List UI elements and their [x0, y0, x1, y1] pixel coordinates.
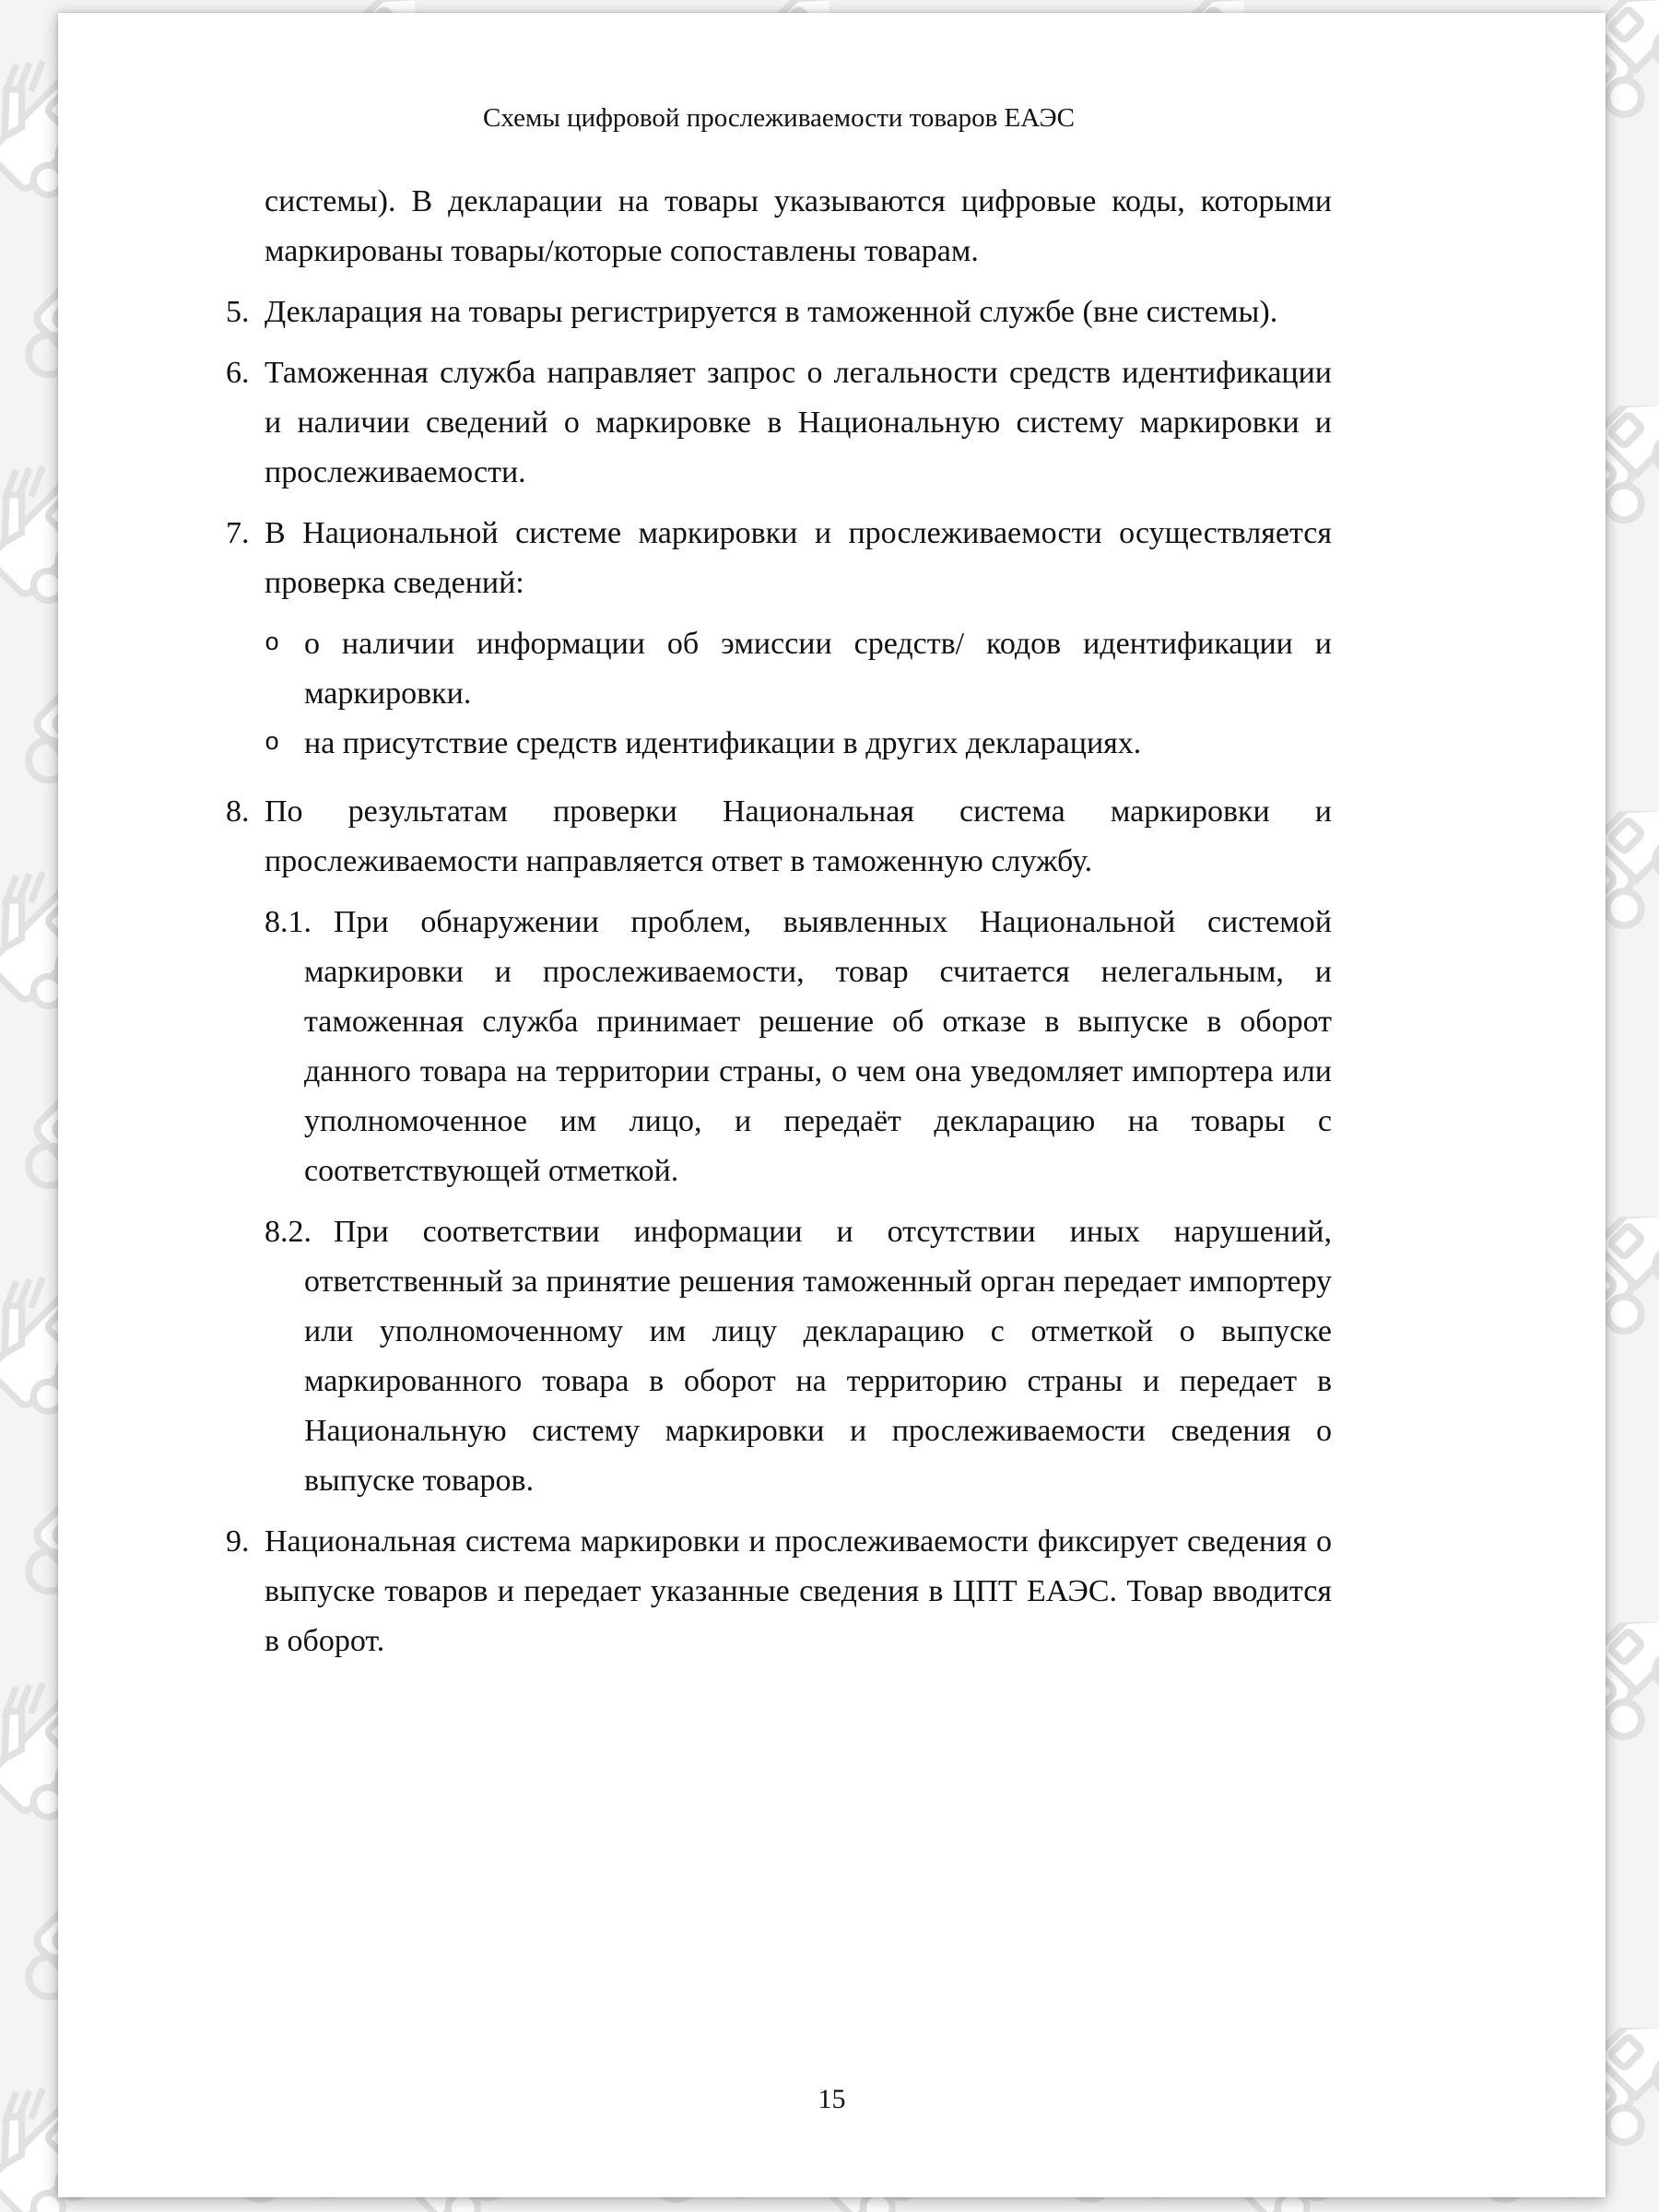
item-text: Декларация на товары регистрируется в таможенной службе (вне системы). [265, 295, 1278, 329]
page-number: 15 [818, 2084, 846, 2114]
bullet-text: о наличии информации об эмиссии средств/ кодов идентификации и маркировки. [304, 627, 1332, 711]
sub-item-text: При обнаружении проблем, выявленных Национальной системой маркировки и прослеживаемости, товар считается нелегальным, и таможенная служба принимает решение об отказе в выпуске в оборот данного товара на территории страны, о чем она уведомляет импортера или уполномоченное им лицо, и передаёт декларацию на товары с соответствующей отметкой. [304, 905, 1332, 1188]
sub-item-list [265, 898, 1332, 1506]
bullet-text: на присутствие средств идентификации в других декларациях. [304, 726, 1142, 760]
bullet-item [265, 719, 1332, 769]
list-item-9 [226, 1517, 1332, 1666]
list-item-7 [226, 509, 1332, 608]
item-text: Таможенная служба направляет запрос о легальности средств идентификации и наличии сведений о маркировке в Национальную систему маркировки и прослеживаемости. [265, 356, 1332, 489]
circle-bullet-icon: o [265, 630, 280, 658]
document-page [58, 13, 1606, 2197]
bullet-item [265, 619, 1332, 719]
sub-item-text: При соответствии информации и отсутствии иных нарушений, ответственный за принятие решения таможенный орган передает импортеру или уполномоченному им лицу декларацию с отметкой о выпуске маркированного товара в оборот на территорию страны и передает в Национальную систему маркировки и прослеживаемости сведения о выпуске товаров. [304, 1215, 1332, 1498]
sub-item-number: 8.2. [265, 1215, 312, 1249]
item-number: 6. [226, 356, 250, 390]
item-text: По результатам проверки Национальная система маркировки и прослеживаемости направляется ответ в таможенную службу. [265, 794, 1332, 878]
sub-item-number: 8.1. [265, 905, 312, 939]
page-content [226, 13, 1332, 1677]
list-item-5 [226, 288, 1332, 337]
sub-item-8-2 [265, 1207, 1332, 1506]
item-number: 5. [226, 295, 250, 329]
item-text: Национальная система маркировки и прослеживаемости фиксирует сведения о выпуске товаров и передает указанные сведения в ЦПТ ЕАЭС. Товар вводится в оборот. [265, 1524, 1332, 1658]
list-item-6 [226, 348, 1332, 498]
sub-item-8-1 [265, 898, 1332, 1196]
item-number: 9. [226, 1524, 250, 1559]
item-number: 8. [226, 794, 250, 829]
item-text: В Национальной системе маркировки и прослеживаемости осуществляется проверка сведений: [265, 516, 1332, 600]
list-item-8 [226, 787, 1332, 887]
item-number: 7. [226, 516, 250, 550]
circle-bullet-icon: o [265, 730, 280, 758]
sub-bullet-list [265, 619, 1332, 769]
running-header: Схемы цифровой прослеживаемости товаров ЕАЭС [483, 103, 1075, 133]
paragraph-continuation: системы). В декларации на товары указываются цифровые коды, которыми маркированы товары/которые сопоставлены товарам. [265, 184, 1332, 268]
